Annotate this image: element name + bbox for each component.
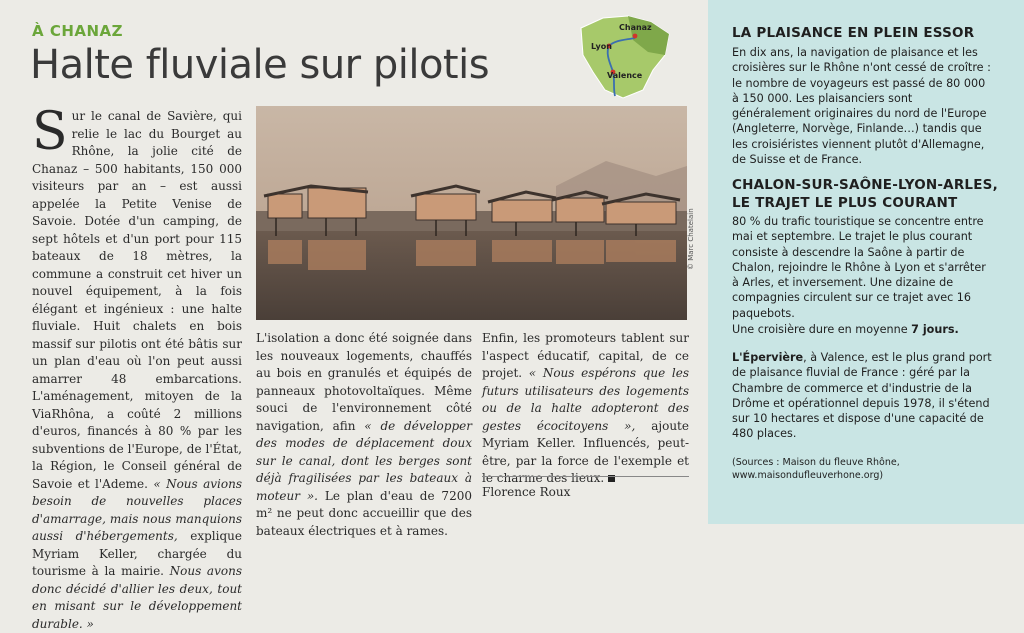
sidebar-heading-1: LA PLAISANCE EN PLEIN ESSOR xyxy=(732,25,975,41)
map-label-valence: Valence xyxy=(607,71,643,80)
dropcap: S xyxy=(32,102,68,162)
map-label-chanaz: Chanaz xyxy=(619,23,652,32)
article-column-2 xyxy=(256,330,472,540)
photo-credit: © Marc Chatelain xyxy=(687,208,695,270)
col3-paragraph-2: ajoute Myriam Keller. Influencés, peut-être, par la force de l'exemple et le charme des lieux. xyxy=(482,418,689,485)
article-column-1 xyxy=(32,102,242,633)
byline: Florence Roux xyxy=(482,476,689,499)
sidebar-text-1: En dix ans, la navigation de plaisance et les croisières sur le Rhône n'ont cessé de croître : le nombre de voyageurs est passé de 80 000 à 150 000. Les plaisanciers sont généralement originaires du nord de l'Europe (Angleterre, Norvège, Finlande…) tandis que les croisiéristes viennent plutôt d'Allemagne, de Suisse et de France. xyxy=(732,46,991,167)
article-kicker: À CHANAZ xyxy=(32,22,124,40)
col2-paragraph-2: Le plan d'eau de 7200 m² ne peut donc accueillir que des bateaux électriques et à rames. xyxy=(256,488,472,538)
sidebar-text-4: L'Épervière, à Valence, est le plus grand port de plaisance fluvial de France : géré par la Chambre de commerce et d'industrie de la Drôme et opérationnel depuis 1978, il s'étend sur 10 hectares et dispose d'une capacité de 480 places. xyxy=(732,351,992,441)
sidebar-heading-2: CHALON-SUR-SAÔNE-LYON-ARLES, LE TRAJET LE PLUS COURANT xyxy=(732,177,998,211)
col1-paragraph: ur le canal de Savière, qui relie le lac du Bourget au Rhône, la jolie cité de Chanaz – 500 habitants, 150 000 visiteurs par an – est aussi appelée la Petite Venise de Savoie. Dotée d'un camping, de sept hôtels et d'un port pour 115 bateaux de 18 mètres, la commune a construit cet hiver un nouvel équipement, à la fois élégant et ingénieux : une halte fluviale. Huit chalets en bois massif sur pilotis ont été bâtis sur un plan d'eau où l'on peut aussi amarrer 48 embarcations. L'aménagement, mitoyen de la ViaRhôna, a coûté 2 millions d'euros, financés à 80 % par les subventions de l'Europe, de l'État, la Région, le Conseil général de Savoie et l'Ademe. xyxy=(32,109,242,491)
map-dot-chanaz xyxy=(633,34,638,39)
chalets-photo xyxy=(256,106,687,320)
col3-paragraph: Enfin, les promoteurs tablent sur l'aspect éducatif, capital, de ce projet. xyxy=(482,331,689,380)
region-map xyxy=(573,10,673,100)
sidebar-text-3: Une croisière dure en moyenne 7 jours. xyxy=(732,323,959,336)
sidebar-text-2: 80 % du trafic touristique se concentre entre mai et septembre. Le trajet le plus courant consiste à descendre la Saône à partir de Chalon, rejoindre le Rhône à Lyon et s'arrêter à Arles, et inversement. Une dizaine de compagnies circulent sur ce trajet avec 16 paquebots. xyxy=(732,215,986,320)
sidebar-box xyxy=(708,0,1024,524)
col1-quote: « Nous avions besoin de nouvelles places d'amarrage, mais nous manquions aussi d'hébergements, xyxy=(32,476,242,543)
col2-quote: « de développer des modes de déplacement doux sur le canal, dont les berges sont déjà fragilisées par les bateaux à moteur ». xyxy=(256,418,472,503)
col3-quote: « Nous espérons que les futurs utilisateurs des logements ou de la halte adopteront des gestes écocitoyens », xyxy=(482,366,689,433)
article-column-3 xyxy=(482,330,689,488)
sidebar-sources: (Sources : Maison du fleuve Rhône, www.maisondufleuverhone.org) xyxy=(732,457,900,481)
col1-quote-2: Nous avons donc décidé d'allier les deux, tout en misant sur le développement durable. » xyxy=(32,564,242,631)
col2-paragraph: L'isolation a donc été soignée dans les nouveaux logements, chauffés au bois en granulés et équipés de panneaux photovoltaïques. Même souci de l'environnement côté navigation, afin xyxy=(256,331,472,433)
col1-attribution: explique Myriam Keller, chargée du tourisme à la mairie. xyxy=(32,529,242,578)
article-headline: Halte fluviale sur pilotis xyxy=(30,42,490,88)
map-label-lyon: Lyon xyxy=(591,42,612,51)
